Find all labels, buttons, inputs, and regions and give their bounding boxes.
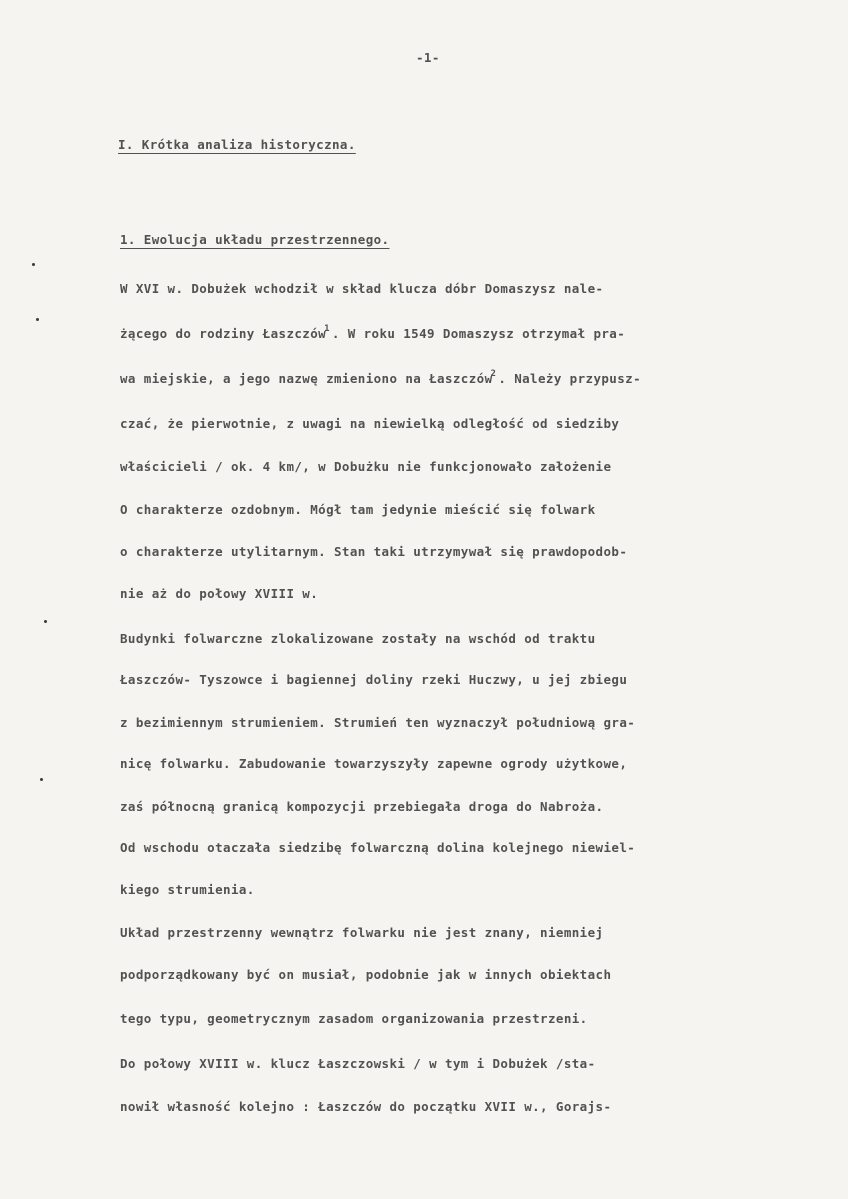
- margin-mark: [40, 778, 43, 781]
- margin-mark: [44, 620, 47, 623]
- body-line: Od wschodu otaczała siedzibę folwarczną dolina kolejnego niewiel-: [120, 840, 636, 855]
- footnote-ref: 2: [490, 369, 497, 379]
- section-title: 1. Ewolucja układu przestrzennego.: [120, 232, 390, 247]
- line-text: żącego do rodziny Łaszczów: [120, 326, 327, 341]
- page-number: -1-: [416, 50, 440, 65]
- margin-mark: [32, 263, 35, 266]
- body-line: właścicieli / ok. 4 km/, w Dobużku nie funkcjonowało założenie: [120, 459, 612, 474]
- body-line: nie aż do połowy XVIII w.: [120, 586, 319, 601]
- body-line: tego typu, geometrycznym zasadom organizowania przestrzeni.: [120, 1011, 588, 1026]
- line-text: . Należy przypusz-: [498, 371, 642, 386]
- body-line: kiego strumienia.: [120, 882, 255, 897]
- body-line: Budynki folwarczne zlokalizowane zostały na wschód od traktu: [120, 631, 596, 646]
- chapter-title: I. Krótka analiza historyczna.: [118, 137, 356, 152]
- body-line: czać, że pierwotnie, z uwagi na niewielką odległość od siedziby: [120, 416, 620, 431]
- body-line: o charakterze utylitarnym. Stan taki utrzymywał się prawdopodob-: [120, 544, 628, 559]
- body-line: podporządkowany być on musiał, podobnie jak w innych obiektach: [120, 967, 612, 982]
- body-line: [120, 326, 625, 341]
- body-line: W XVI w. Dobużek wchodził w skład klucza dóbr Domaszysz nale-: [120, 281, 604, 296]
- body-line: Układ przestrzenny wewnątrz folwarku nie jest znany, niemniej: [120, 925, 604, 940]
- line-text: . W roku 1549 Domaszysz otrzymał pra-: [331, 326, 626, 341]
- body-line: [120, 371, 641, 386]
- body-line: Do połowy XVIII w. klucz Łaszczowski / w tym i Dobużek /sta-: [120, 1056, 596, 1071]
- body-line: zaś północną granicą kompozycji przebiegała droga do Nabroża.: [120, 799, 604, 814]
- body-line: z bezimiennym strumieniem. Strumień ten wyznaczył południową gra-: [120, 715, 636, 730]
- body-line: nowił własność kolejno : Łaszczów do początku XVII w., Gorajs-: [120, 1099, 612, 1114]
- line-text: wa miejskie, a jego nazwę zmieniono na Łaszczów: [120, 371, 493, 386]
- body-line: O charakterze ozdobnym. Mógł tam jedynie mieścić się folwark: [120, 502, 596, 517]
- margin-mark: [36, 318, 39, 321]
- footnote-ref: 1: [324, 324, 330, 334]
- body-line: nicę folwarku. Zabudowanie towarzyszyły zapewne ogrody użytkowe,: [120, 756, 628, 771]
- body-line: Łaszczów- Tyszowce i bagiennej doliny rzeki Huczwy, u jej zbiegu: [120, 672, 628, 687]
